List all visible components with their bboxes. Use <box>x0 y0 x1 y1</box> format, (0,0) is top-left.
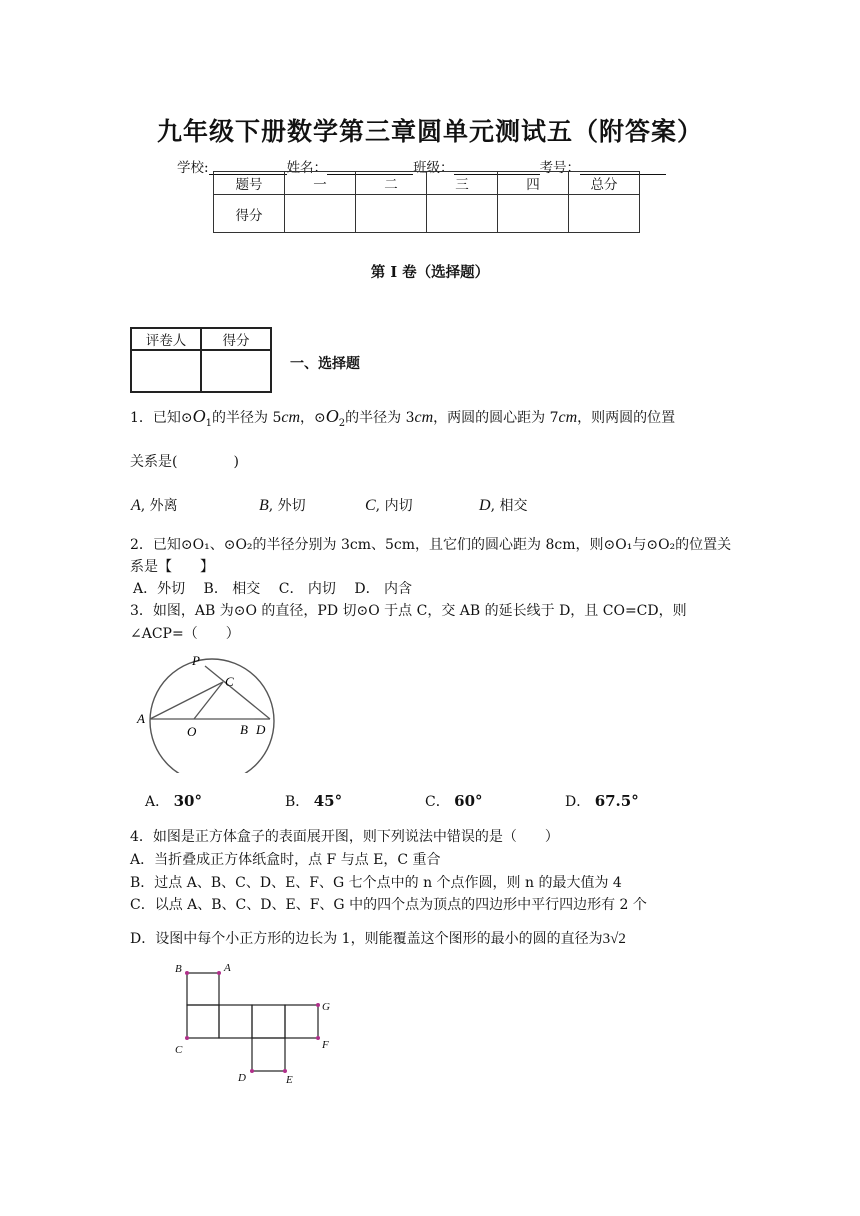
net-square <box>187 973 219 1005</box>
score-row-label: 得分 <box>214 195 285 233</box>
q4-option-b[interactable]: B．过点 A、B、C、D、E、F、G 七个点中的 n 个点作圆，则 n 的最大值为 4 <box>130 875 622 891</box>
net-label-b: B <box>175 963 182 975</box>
q1-line1 <box>130 406 675 429</box>
net-square <box>285 1005 318 1038</box>
q1-option-c[interactable]: C, 内切 <box>365 497 413 514</box>
q1-o1: O <box>192 406 206 426</box>
grader-header-cell: 得分 <box>201 328 271 350</box>
net-label-f: F <box>322 1039 329 1051</box>
score-header-cell: 题号 <box>214 172 285 195</box>
q1-text: ，⊙ <box>300 410 326 426</box>
q1-sub2: 2 <box>338 417 346 429</box>
school-label: 学校: <box>177 160 209 176</box>
q3-circle-figure <box>130 648 280 773</box>
fig-label-o: O <box>187 724 197 739</box>
score-header-cell: 三 <box>427 172 498 195</box>
name-label: 姓名： <box>286 160 328 176</box>
q4-option-c[interactable]: C．以点 A、B、C、D、E、F、G 中的四个点为顶点的四边形中平行四边形有 2 个 <box>130 897 647 913</box>
q1-text: 1．已知⊙ <box>130 410 193 426</box>
net-square <box>252 1005 285 1038</box>
point-marker <box>316 1036 320 1040</box>
q3-option-b[interactable]: B． 45° <box>285 792 343 810</box>
class-label: 班级： <box>413 160 454 176</box>
q1-text: 的半径为 5 <box>212 410 282 426</box>
net-square <box>252 1038 285 1071</box>
grader-cell[interactable] <box>201 350 271 392</box>
fig-label-c: C <box>225 674 234 689</box>
score-cell[interactable] <box>569 195 640 233</box>
circle-o <box>150 659 274 773</box>
point-marker <box>316 1003 320 1007</box>
score-table <box>213 171 640 233</box>
net-label-e: E <box>286 1074 293 1086</box>
q1-line2: 关系是( ) <box>130 454 239 470</box>
q1-text: ，两圆的圆心距为 7 <box>433 410 559 426</box>
q3-option-a[interactable]: A． 30° <box>145 792 202 810</box>
net-label-g: G <box>322 1001 330 1013</box>
fig-label-b: B <box>240 722 248 737</box>
score-cell[interactable] <box>356 195 427 233</box>
q1-option-d[interactable]: D, 相交 <box>479 497 528 514</box>
q2-line2: 系是【 】 <box>130 559 214 575</box>
chord-ac <box>150 682 223 719</box>
point-marker <box>283 1069 287 1073</box>
fig-label-p: P <box>192 653 200 668</box>
radius-oc <box>194 682 223 719</box>
q1-option-a[interactable]: A, 外离 <box>131 497 178 514</box>
score-header-cell: 四 <box>498 172 569 195</box>
score-cell[interactable] <box>285 195 356 233</box>
point-marker <box>217 971 221 975</box>
q1-text: 的半径为 3 <box>345 410 415 426</box>
q1-o2: O <box>325 406 339 426</box>
q2-line1: 2．已知⊙O₁、⊙O₂的半径分别为 3cm、5cm，且它们的圆心距为 8cm，则⊙O₁与⊙O₂的位置关 <box>130 537 732 553</box>
grader-cell[interactable] <box>131 350 201 392</box>
q1-unit: cm <box>414 409 434 426</box>
q1-unit: cm <box>281 409 301 426</box>
net-square <box>219 1005 252 1038</box>
q4-line1: 4．如图是正方体盒子的表面展开图，则下列说法中错误的是（ ） <box>130 829 559 845</box>
section-heading: 一、选择题 <box>290 356 360 372</box>
q3-line2: ∠ACP=（ ） <box>130 626 240 642</box>
point-marker <box>185 1036 189 1040</box>
q3-line1: 3．如图，AB 为⊙O 的直径，PD 切⊙O 于点 C，交 AB 的延长线于 D，且 CO=CD，则 <box>130 603 687 619</box>
score-cell[interactable] <box>427 195 498 233</box>
q3-option-c[interactable]: C． 60° <box>425 792 483 810</box>
score-header-cell: 总分 <box>569 172 640 195</box>
point-marker <box>185 971 189 975</box>
net-label-d: D <box>238 1072 246 1084</box>
score-header-cell: 一 <box>285 172 356 195</box>
q4-cube-net-figure <box>170 958 340 1088</box>
net-label-a: A <box>224 962 231 974</box>
exam-no-label: 考号： <box>539 160 581 176</box>
grader-table <box>130 327 272 393</box>
grader-header-cell: 评卷人 <box>131 328 201 350</box>
fig-label-a: A <box>137 711 145 726</box>
q2-options: A．外切 B． 相交 C． 内切 D． 内含 <box>133 581 413 597</box>
volume-title: 第 I 卷（选择题） <box>370 264 490 281</box>
q3-option-d[interactable]: D． 67.5° <box>565 792 639 810</box>
q4-option-a[interactable]: A．当折叠成正方体纸盒时，点 F 与点 E，C 重合 <box>130 852 441 868</box>
net-square <box>187 1005 219 1038</box>
score-header-cell: 二 <box>356 172 427 195</box>
page-title: 九年级下册数学第三章圆单元测试五（附答案） <box>156 117 703 146</box>
q1-text: ，则两圆的位置 <box>577 410 676 426</box>
q1-unit: cm <box>558 409 578 426</box>
score-cell[interactable] <box>498 195 569 233</box>
net-label-c: C <box>175 1044 183 1056</box>
fig-label-d: D <box>256 722 266 737</box>
point-marker <box>250 1069 254 1073</box>
q1-sub1: 1 <box>205 417 213 429</box>
q4-option-d[interactable]: D．设图中每个小正方形的边长为 1，则能覆盖这个图形的最小的圆的直径为3√2 <box>130 931 626 947</box>
q1-option-b[interactable]: B, 外切 <box>259 497 306 514</box>
